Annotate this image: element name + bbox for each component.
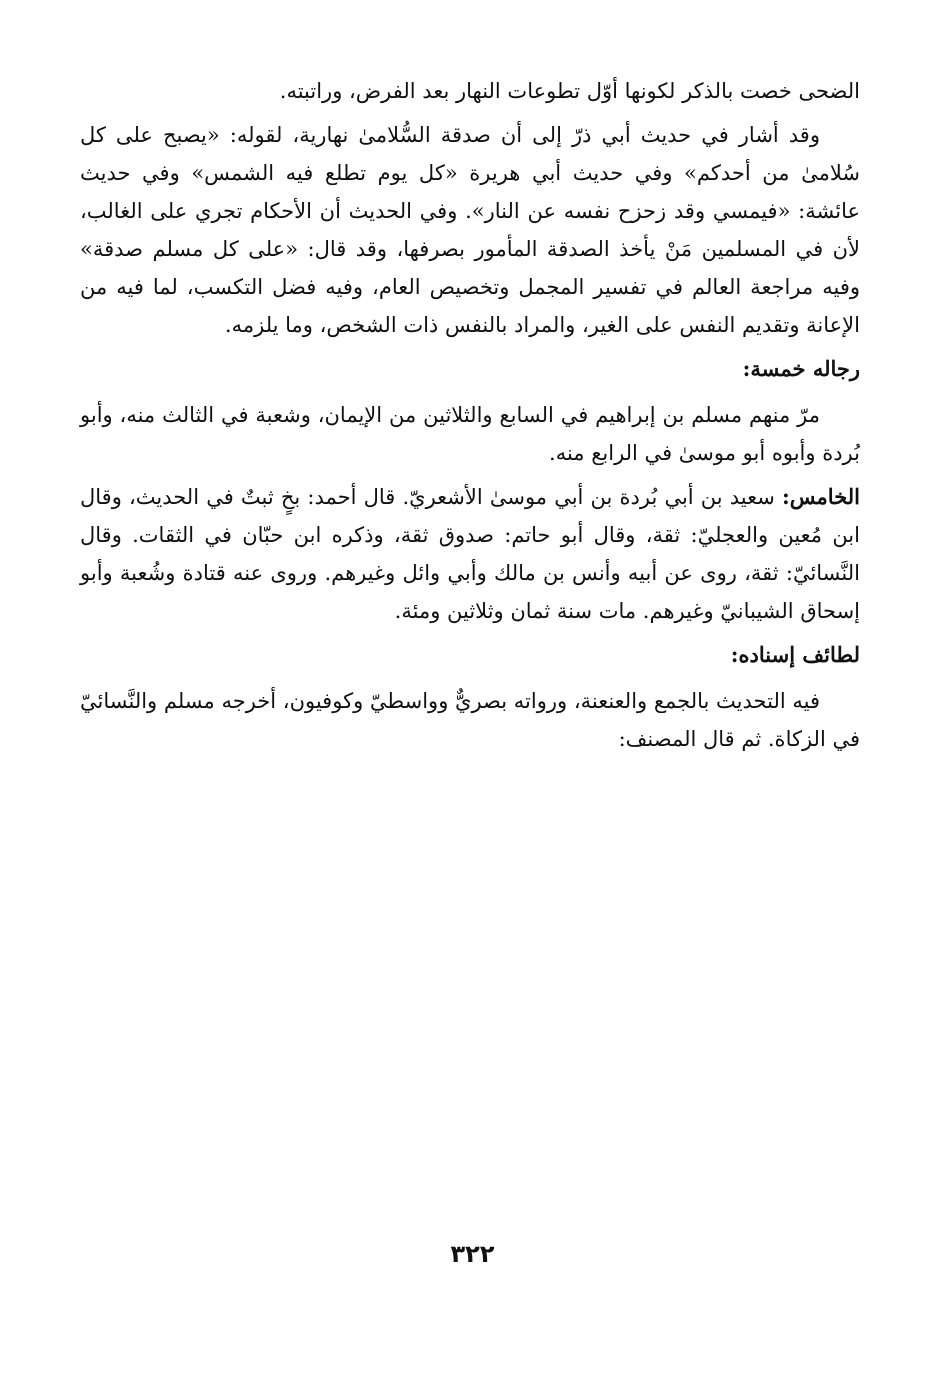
page-number: ٣٢٢ — [450, 1240, 495, 1268]
fifth-narrator-text: سعيد بن أبي بُردة بن أبي موسىٰ الأشعريّ. قال أحمد: بخٍ ثبتٌ في الحديث، وقال ابن مُعين والعجليّ: ثقة، وقال أبو حاتم: صدوق ثقة، وذكره ابن حبّان في الثقات. وقال النَّسائيّ: ثقة، روى عن أبيه وأنس بن مالك وأبي وائل وغيرهم. وروى عنه قتادة وشُعبة وأبو إسحاق الشيبانيّ وغيرهم. مات سنة ثمان وثلاثين ومئة. — [80, 485, 860, 623]
paragraph-commentary: وقد أشار في حديث أبي ذرّ إلى أن صدقة السُّلامىٰ نهارية، لقوله: «يصبح على كل سُلامىٰ من أحدكم» وفي حديث أبي هريرة «كل يوم تطلع فيه الشمس» وفي حديث عائشة: «فيمسي وقد زحزح نفسه عن النار». وفي الحديث أن الأحكام تجري على الغالب، لأن في المسلمين مَنْ يأخذ الصدقة المأمور بصرفها، وقد قال: «على كل مسلم صدقة» وفيه مراجعة العالم في تفسير المجمل وتخصيص العام، وفيه فضل التكسب، لما فيه من الإعانة وتقديم النفس على الغير، والمراد بالنفس ذات الشخص، وما يلزمه. — [80, 123, 860, 337]
page-body — [80, 72, 860, 764]
heading-isnad-subtleties: لطائف إسناده: — [730, 642, 860, 667]
paragraph-duha: الضحى خصت بالذكر لكونها أوّل تطوعات النهار بعد الفرض، وراتبته. — [279, 79, 860, 103]
paragraph-narrators: مرّ منهم مسلم بن إبراهيم في السابع والثلاثين من الإيمان، وشعبة في الثالث منه، وأبو بُردة وأبوه أبو موسىٰ في الرابع منه. — [80, 403, 860, 465]
heading-narrators: رجاله خمسة: — [742, 356, 860, 381]
fifth-narrator-lead: الخامس: — [782, 484, 860, 509]
paragraph-fifth-narrator — [80, 478, 860, 630]
paragraph-isnad: فيه التحديث بالجمع والعنعنة، ورواته بصريٌّ وواسطيّ وكوفيون، أخرجه مسلم والنَّسائيّ في الزكاة. ثم قال المصنف: — [80, 689, 860, 751]
